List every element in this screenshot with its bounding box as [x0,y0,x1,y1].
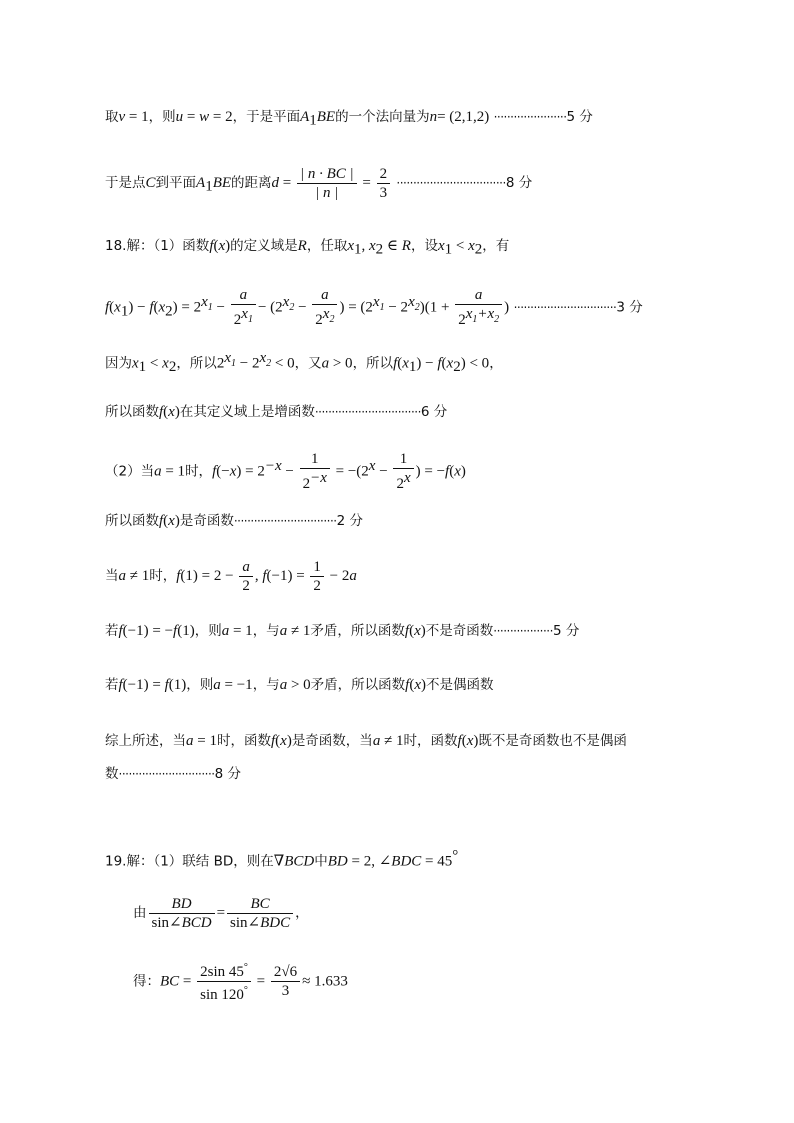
score-mark: 6 分 [420,404,448,420]
q19-result: 得：BC = $\frac{2\sin 45^\circ}{\sin 120^\circ}$ = $\frac{2√6}{3}$ ≈ 1.633 [133,959,348,1004]
score-mark: 8 分 [214,766,242,782]
q18-summary: 综上所述，当a = 1时，函数f(x)是奇函数，当a ≠ 1时，函数f(x)既不是奇函数也不是偶函 [105,733,627,749]
text: 时， [149,568,177,584]
numerator: | n · BC | [297,165,357,184]
text: ，与 [252,677,280,693]
text: 时， [185,463,213,480]
text: 19.解：（1）联结 BD，则在 [105,853,274,870]
text: 时，函数 [216,733,271,749]
text: ，与 [252,623,280,639]
text: 不是偶函数 [426,677,494,693]
text: 于是点 [105,175,146,191]
text: ，设 [410,238,438,254]
text: 所以函数 [105,513,159,529]
text: ，于是平面 [232,109,301,125]
q18-increasing: 所以函数f(x)在其定义域上是增函数································6 分 [105,404,448,420]
q18-odd-function: 所以函数f(x)是奇函数·······························2 分 [105,513,363,529]
text: 矛盾，所以函数 [310,677,406,693]
q19-header: 19.解：（1）联结 BD，则在∇BCD中BD = 2, ∠BDC = 45° [105,848,459,870]
text: ，有 [482,238,510,254]
text: ，则 [186,677,214,693]
text: ，所以 [176,355,217,372]
text: ，所以 [352,355,394,372]
text: 若 [105,623,119,639]
text: ，则 [148,109,176,125]
score-mark: 5 分 [552,623,580,639]
q18-part2: （2）当a = 1时，$f(-x) = 2^{-x}$ − $\frac{1}{2^{-x}}$ = $-(2^x$ − $\frac{1}{2^x}$ ) = −f(x) [105,451,466,492]
text: ，又 [294,355,322,372]
q18-because: 因为$x_1 < x_2$，所以$2^{x_1} - 2^{x_2} < 0$，又a > 0，所以$f(x_1) - f(x_2) < 0$， [105,350,503,376]
text: 因为 [105,355,132,372]
result-fraction [377,165,391,202]
text: ， [295,905,309,921]
q18-a-not-one: 当a ≠ 1时，f(1) = 2 − $\frac{a}{2}$ , f(−1) = $\frac{1}{2}$ − 2a [105,558,357,594]
text: 是奇函数 [179,513,234,529]
text: ，任取 [306,238,348,254]
vector-value: = (2,1,2) [437,109,490,125]
q19-sine-law: 由 $\frac{BD}{\text{sin∠BCD}}$ = $\frac{BC}{\text{sin∠BDC}}$ ， [133,895,309,931]
line-normal-vector: 取v = 1，则u = w = 2，于是平面$A_1BE$的一个法向量为n= (2,1,2) ······················5 分 [105,109,593,129]
text: 的距离 [231,175,272,191]
text: 18.解：（1）函数 [105,238,210,254]
distance-fraction [297,165,357,202]
text: （2）当 [105,463,155,480]
text: 数 [105,766,119,782]
score-mark: 3 分 [616,299,643,316]
q18-difference-formula: $f(x_1) - f(x_2) = 2^{x_1}$ − $\frac{a}{2^{x_1}}$ − ($2^{x_2}$ − $\frac{a}{2^{x_2}}$ ) = $(2^{x_1} - 2^{x_2})(1$ + $\frac{a}{2^{x_1+x_2}}$ ) ·······························3 分 [105,287,643,329]
text: 取 [105,109,119,125]
text: 在其定义域上是增函数 [179,404,315,420]
text: 不是奇函数 [425,623,494,639]
text: ， [489,355,503,372]
text: ，则 [194,623,222,639]
text: 得： [133,973,160,990]
text: 的一个法向量为 [335,109,430,125]
text: 所以函数 [105,404,159,420]
text: 到平面 [155,175,197,191]
q18-header: 18.解：（1）函数f(x)的定义域是R，任取$x_1$, $x_2$ ∈ R，设$x_1 < x_2$，有 [105,238,510,258]
text: 时，函数 [403,733,458,749]
score-mark: 8 分 [505,175,533,191]
text: 综上所述，当 [105,733,186,749]
score-mark: 5 分 [566,109,593,125]
text: 当 [105,568,119,584]
text: 中 [314,853,328,870]
text: 是奇函数，当 [291,733,373,749]
denominator: | n | [315,184,339,201]
text: 的定义域是 [230,238,298,254]
numerator: 2 [377,165,391,184]
approx-value: ≈ 1.633 [302,973,348,990]
q18-not-odd: 若f(−1) = −f(1)，则a = 1，与a ≠ 1矛盾，所以函数f(x)不是奇函数··················5 分 [105,623,580,639]
text: 若 [105,677,119,693]
text: 矛盾，所以函数 [310,623,405,639]
score-mark: 2 分 [336,513,363,529]
denominator: 3 [379,184,388,201]
q18-not-even: 若f(−1) = f(1)，则a = −1，与a > 0矛盾，所以函数f(x)不是偶函数 [105,677,494,693]
line-distance: 于是点C到平面$A_1BE$的距离d = $\frac{| n \cdot BC |}{| n |}$ = $\frac{2}{3}$ ·································8 分 [105,165,533,201]
text: 既不是奇函数也不是偶函 [478,733,627,749]
text: 由 [133,905,147,921]
q18-summary-end: 数·····························8 分 [105,766,242,782]
